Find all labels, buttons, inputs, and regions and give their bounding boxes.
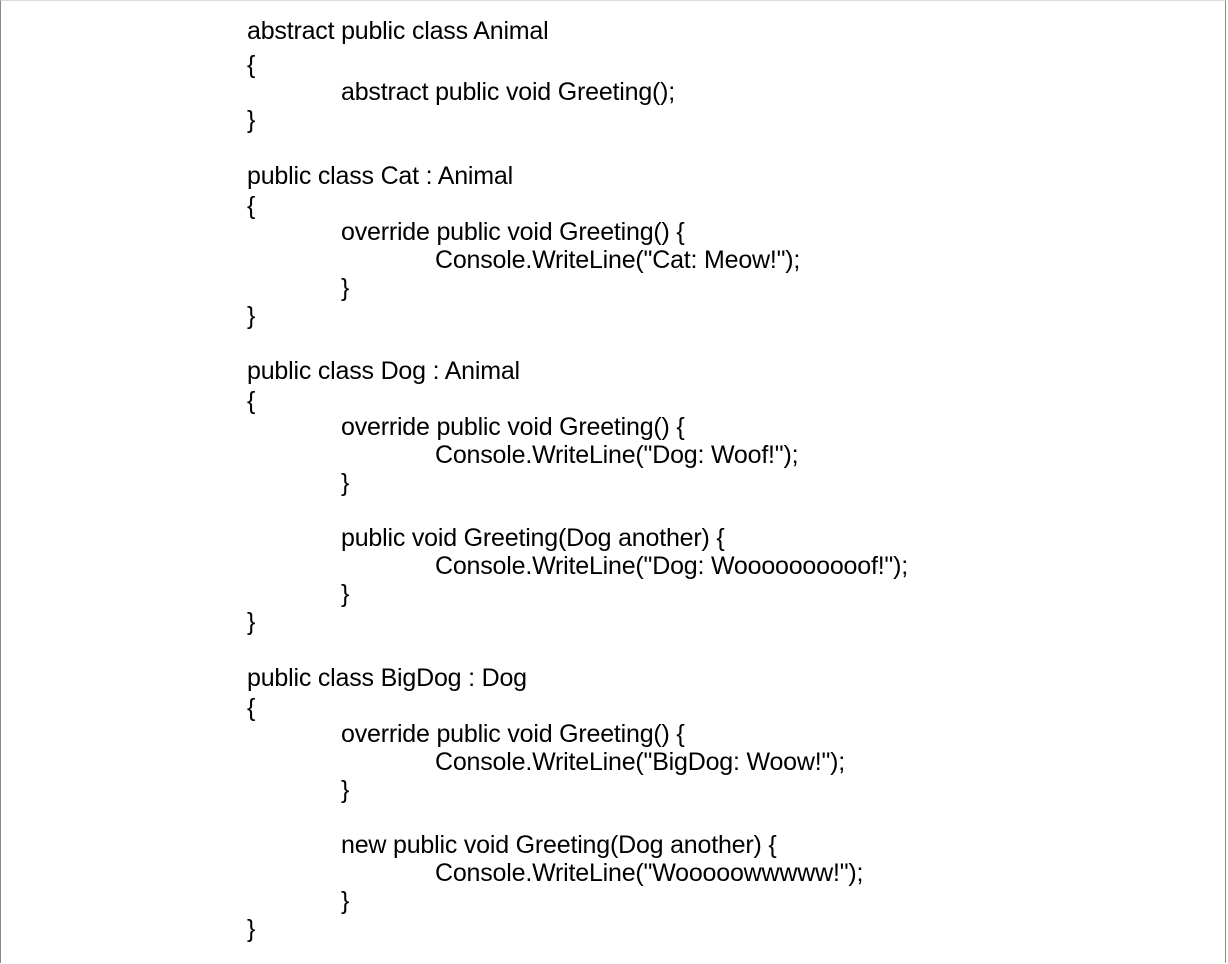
code-line-cat-writeline: Console.WriteLine("Cat: Meow!"); bbox=[435, 246, 801, 274]
code-line-brace-open: { bbox=[247, 51, 256, 79]
code-line-animal-class: abstract public class Animal bbox=[247, 17, 549, 45]
code-line-bigdog-writeline: Console.WriteLine("BigDog: Woow!"); bbox=[435, 748, 845, 776]
code-line-brace-open: { bbox=[247, 387, 256, 415]
code-line-brace-close: } bbox=[247, 915, 256, 943]
code-line-dog-class: public class Dog : Animal bbox=[247, 357, 520, 385]
code-line-bigdog-class: public class BigDog : Dog bbox=[247, 664, 527, 692]
code-line-bigdog-greeting-new: new public void Greeting(Dog another) { bbox=[341, 831, 777, 859]
code-line-bigdog-greeting: override public void Greeting() { bbox=[341, 720, 685, 748]
code-line-bigdog-new-writeline: Console.WriteLine("Wooooowwwww!"); bbox=[435, 859, 864, 887]
code-line-dog-greeting: override public void Greeting() { bbox=[341, 413, 685, 441]
code-line-brace-close: } bbox=[341, 580, 350, 608]
code-line-dog-overload-writeline: Console.WriteLine("Dog: Woooooooooof!"); bbox=[435, 552, 908, 580]
code-line-cat-class: public class Cat : Animal bbox=[247, 162, 513, 190]
code-line-brace-close: } bbox=[247, 608, 256, 636]
code-line-animal-greeting: abstract public void Greeting(); bbox=[341, 78, 676, 106]
code-line-brace-close: } bbox=[247, 106, 256, 134]
code-line-cat-greeting: override public void Greeting() { bbox=[341, 218, 685, 246]
code-line-brace-close: } bbox=[341, 887, 350, 915]
code-line-dog-writeline: Console.WriteLine("Dog: Woof!"); bbox=[435, 441, 799, 469]
code-line-brace-open: { bbox=[247, 192, 256, 220]
code-line-brace-close: } bbox=[341, 776, 350, 804]
code-line-dog-greeting-overload: public void Greeting(Dog another) { bbox=[341, 524, 725, 552]
code-line-brace-close: } bbox=[247, 302, 256, 330]
code-line-brace-close: } bbox=[341, 274, 350, 302]
code-line-brace-close: } bbox=[341, 469, 350, 497]
code-line-brace-open: { bbox=[247, 694, 256, 722]
